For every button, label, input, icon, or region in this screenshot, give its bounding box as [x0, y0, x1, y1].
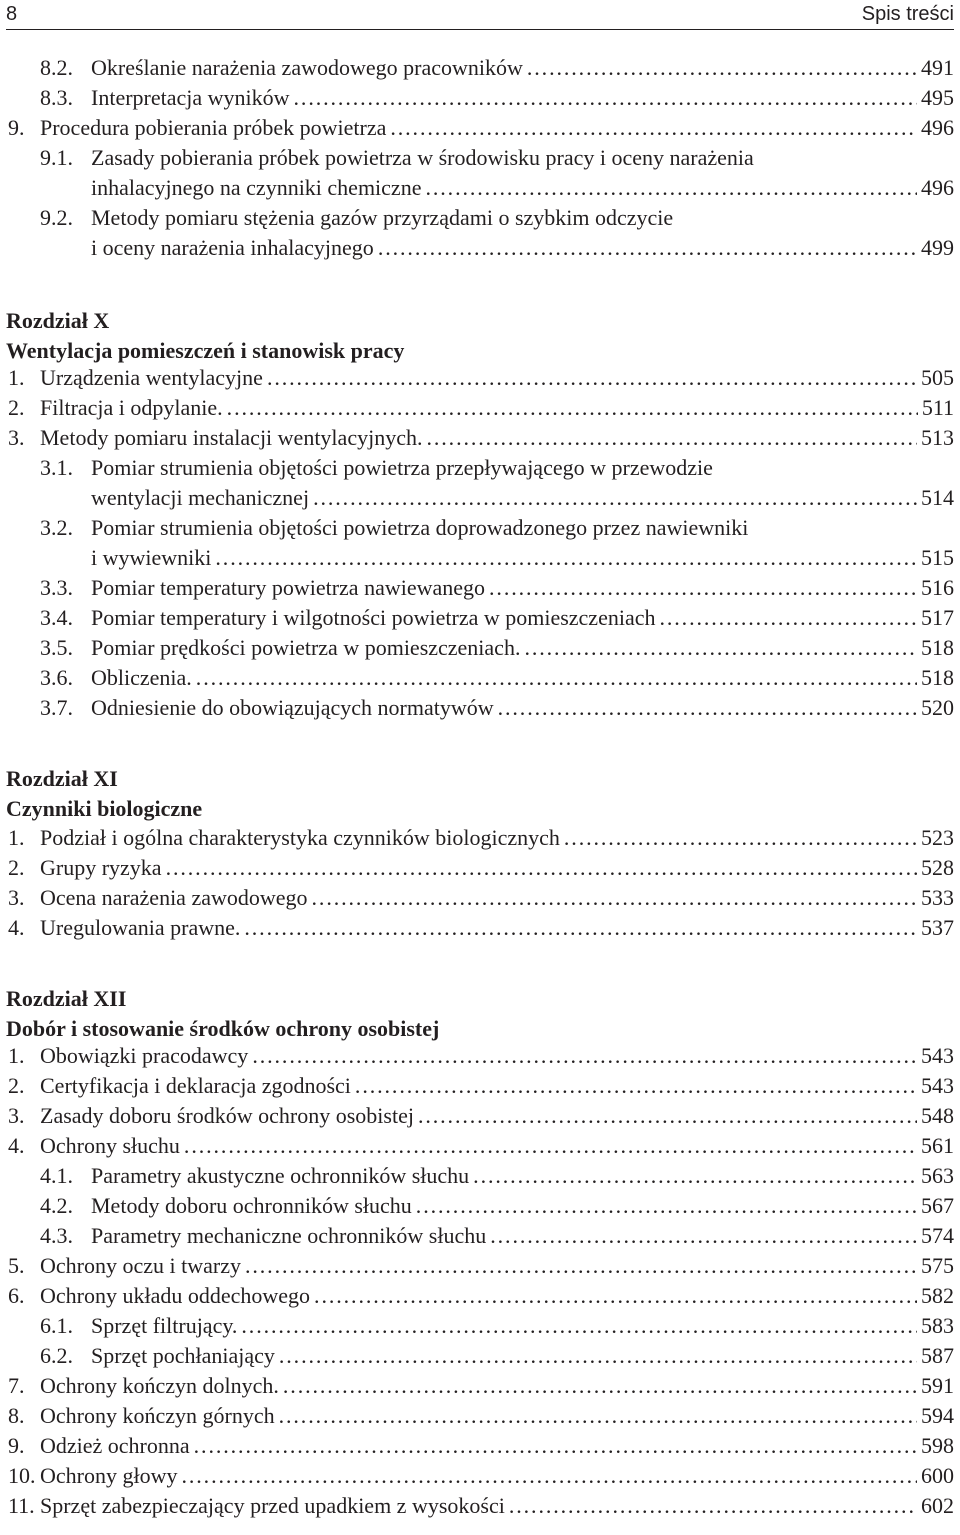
toc-entry: [8, 453, 954, 513]
entry-title: Certyfikacja i deklaracja zgodności: [40, 1073, 351, 1098]
entry-line: [40, 1101, 954, 1131]
entry-number: 2.: [8, 1073, 25, 1098]
toc-entry: [8, 1251, 954, 1281]
entry-number: 3.: [8, 885, 25, 910]
toc-entry: [8, 1101, 954, 1131]
entry-text: [40, 423, 954, 453]
entry-page: 537: [921, 915, 954, 940]
entry-number: 9.: [8, 1433, 25, 1458]
toc-entry: [8, 1281, 954, 1311]
chapter-label: Rozdział X: [6, 308, 110, 333]
dot-leader: [196, 663, 917, 693]
entry-page: 520: [921, 695, 954, 720]
entry-text: [91, 603, 954, 633]
toc-entry: [8, 83, 954, 113]
entry-title: Ochrony kończyn górnych: [40, 1403, 275, 1428]
entry-title: Uregulowania prawne.: [40, 915, 241, 940]
entry-number: 4.: [8, 915, 25, 940]
dot-leader: [314, 1281, 917, 1311]
entry-page: 587: [921, 1343, 954, 1368]
entry-line: [91, 1161, 954, 1191]
entry-text: [40, 1461, 954, 1491]
entry-text: [40, 363, 954, 393]
entry-number: 4.3.: [40, 1223, 73, 1248]
entry-text: [40, 1281, 954, 1311]
entry-number: 3.: [8, 1103, 25, 1128]
entry-line: [40, 363, 954, 393]
entry-text: [40, 883, 954, 913]
entry-line: [91, 513, 954, 543]
entry-text: [91, 513, 954, 573]
toc-entry: [8, 513, 954, 573]
entry-line: [40, 1401, 954, 1431]
entry-page: 567: [921, 1193, 954, 1218]
entry-number: 3.5.: [40, 635, 73, 660]
entry-line: [91, 693, 954, 723]
entry-title: Ochrony głowy: [40, 1463, 178, 1488]
dot-leader: [425, 173, 917, 203]
entry-line: [91, 663, 954, 693]
dot-leader: [527, 53, 917, 83]
entry-text: [40, 1041, 954, 1071]
entry-number: 1.: [8, 825, 25, 850]
toc-entry: [8, 883, 954, 913]
entry-line: [91, 53, 954, 83]
dot-leader: [227, 393, 918, 423]
toc-entry: [8, 143, 954, 203]
entry-line: [40, 1371, 954, 1401]
entry-title: Procedura pobierania próbek powietrza: [40, 115, 387, 140]
entry-page: 523: [921, 825, 954, 850]
entry-page: 602: [921, 1493, 954, 1518]
entry-title: Pomiar strumienia objętości powietrza przepływającego w przewodzie: [91, 455, 713, 480]
entry-text: [91, 1311, 954, 1341]
entry-line: [40, 113, 954, 143]
toc-entry: [8, 1041, 954, 1071]
entry-line: [91, 203, 954, 233]
entry-number: 3.6.: [40, 665, 73, 690]
chapter-label: Rozdział XII: [6, 986, 127, 1011]
entry-text: [40, 1131, 954, 1161]
entry-number: 4.2.: [40, 1193, 73, 1218]
toc-entry: [8, 603, 954, 633]
dot-leader: [490, 1221, 917, 1251]
entry-page: 513: [921, 425, 954, 450]
entry-line: [40, 1251, 954, 1281]
entry-text: [40, 393, 954, 423]
entry-title: Ochrony oczu i twarzy: [40, 1253, 241, 1278]
entry-line: [40, 393, 954, 423]
dot-leader: [244, 913, 917, 943]
entry-number: 6.1.: [40, 1313, 73, 1338]
entry-text: [91, 53, 954, 83]
chapter-label: Rozdział XI: [6, 766, 118, 791]
entry-page: 533: [921, 885, 954, 910]
entry-title: Metody pomiaru instalacji wentylacyjnych.: [40, 425, 423, 450]
entry-page: 499: [921, 235, 954, 260]
entry-page: 543: [921, 1043, 954, 1068]
entry-line: [91, 1311, 954, 1341]
entry-title: Metody doboru ochronników słuchu: [91, 1193, 412, 1218]
entry-title: i wywiewniki: [91, 545, 212, 570]
entry-title: Grupy ryzyka: [40, 855, 162, 880]
entry-text: [91, 83, 954, 113]
entry-title: Określanie narażenia zawodowego pracowników: [91, 55, 523, 80]
entry-line: [91, 1191, 954, 1221]
entry-text: [91, 1161, 954, 1191]
entry-text: [40, 913, 954, 943]
toc-entry: [8, 633, 954, 663]
toc-entry: [8, 913, 954, 943]
entry-line: [40, 1491, 954, 1521]
entry-line: [40, 883, 954, 913]
entry-line: [40, 1431, 954, 1461]
entry-line: [40, 1041, 954, 1071]
toc-entry: [8, 423, 954, 453]
entry-title: Pomiar temperatury i wilgotności powietrza w pomieszczeniach: [91, 605, 656, 630]
entry-number: 8.2.: [40, 55, 73, 80]
toc-entry: [8, 1341, 954, 1371]
entry-number: 9.2.: [40, 205, 73, 230]
entry-text: [91, 1341, 954, 1371]
entry-line: [91, 483, 954, 513]
entry-text: [91, 1221, 954, 1251]
entry-text: [91, 203, 954, 263]
entry-text: [40, 823, 954, 853]
dot-leader: [564, 823, 917, 853]
entry-title: i oceny narażenia inhalacyjnego: [91, 235, 374, 260]
entry-number: 3.7.: [40, 695, 73, 720]
entry-number: 2.: [8, 855, 25, 880]
dot-leader: [312, 883, 917, 913]
entry-number: 5.: [8, 1253, 25, 1278]
entry-title: Ocena narażenia zawodowego: [40, 885, 308, 910]
entry-title: Parametry akustyczne ochronników słuchu: [91, 1163, 470, 1188]
toc-entry: [8, 693, 954, 723]
entry-line: [40, 913, 954, 943]
dot-leader: [181, 1461, 917, 1491]
entry-number: 3.2.: [40, 515, 73, 540]
entry-title: inhalacyjnego na czynniki chemiczne: [91, 175, 422, 200]
dot-leader: [355, 1071, 917, 1101]
entry-line: [40, 1281, 954, 1311]
entry-number: 6.2.: [40, 1343, 73, 1368]
entry-text: [40, 1251, 954, 1281]
entry-page: 575: [921, 1253, 954, 1278]
toc-entry: [8, 1371, 954, 1401]
entry-number: 11.: [8, 1493, 35, 1518]
entry-title: Sprzęt pochłaniający: [91, 1343, 275, 1368]
dot-leader: [659, 603, 917, 633]
entry-page: 496: [921, 175, 954, 200]
entry-line: [91, 1341, 954, 1371]
toc-entry: [8, 1401, 954, 1431]
entry-line: [91, 603, 954, 633]
toc-entry: [8, 393, 954, 423]
toc-entry: [8, 1221, 954, 1251]
dot-leader: [524, 633, 917, 663]
entry-number: 7.: [8, 1373, 25, 1398]
entry-page: 517: [921, 605, 954, 630]
toc-entry: [8, 53, 954, 83]
dot-leader: [418, 1101, 917, 1131]
toc-entry: [8, 823, 954, 853]
entry-title: Odniesienie do obowiązujących normatywów: [91, 695, 494, 720]
entry-number: 9.1.: [40, 145, 73, 170]
entry-line: [40, 853, 954, 883]
toc-entry: [8, 113, 954, 143]
entry-page: 574: [921, 1223, 954, 1248]
entry-title: Metody pomiaru stężenia gazów przyrządami o szybkim odczycie: [91, 205, 674, 230]
entry-text: [40, 1401, 954, 1431]
entry-number: 3.3.: [40, 575, 73, 600]
entry-title: Urządzenia wentylacyjne: [40, 365, 263, 390]
entry-number: 4.1.: [40, 1163, 73, 1188]
dot-leader: [166, 853, 917, 883]
entry-title: Sprzęt zabezpieczający przed upadkiem z wysokości: [40, 1493, 505, 1518]
entry-page: 543: [921, 1073, 954, 1098]
entry-line: [91, 453, 954, 483]
entry-text: [91, 1191, 954, 1221]
entry-number: 6.: [8, 1283, 25, 1308]
entry-text: [91, 663, 954, 693]
entry-number: 3.1.: [40, 455, 73, 480]
entry-title: Filtracja i odpylanie.: [40, 395, 223, 420]
entry-page: 563: [921, 1163, 954, 1188]
dot-leader: [509, 1491, 917, 1521]
dot-leader: [498, 693, 917, 723]
toc-entry: [8, 1131, 954, 1161]
dot-leader: [245, 1251, 917, 1281]
dot-leader: [283, 1371, 917, 1401]
entry-page: 491: [921, 55, 954, 80]
chapter-title: Dobór i stosowanie środków ochrony osobistej: [6, 1016, 440, 1041]
entry-line: [91, 173, 954, 203]
dot-leader: [313, 483, 917, 513]
dot-leader: [378, 233, 917, 263]
dot-leader: [194, 1431, 917, 1461]
dot-leader: [279, 1341, 917, 1371]
dot-leader: [390, 113, 917, 143]
entry-line: [91, 233, 954, 263]
dot-leader: [416, 1191, 917, 1221]
entry-line: [40, 1071, 954, 1101]
entry-text: [40, 1371, 954, 1401]
toc-entry: [8, 663, 954, 693]
entry-page: 518: [921, 665, 954, 690]
dot-leader: [489, 573, 917, 603]
entry-line: [91, 543, 954, 573]
entry-number: 8.3.: [40, 85, 73, 110]
toc-entry: [8, 1431, 954, 1461]
toc-entry: [8, 1161, 954, 1191]
entry-line: [40, 1131, 954, 1161]
entry-number: 8.: [8, 1403, 25, 1428]
entry-line: [40, 823, 954, 853]
toc-entry: [8, 853, 954, 883]
entry-page: 495: [921, 85, 954, 110]
dot-leader: [241, 1311, 917, 1341]
entry-text: [40, 853, 954, 883]
entry-text: [40, 1071, 954, 1101]
running-title: Spis treści: [861, 3, 954, 25]
entry-page: 516: [921, 575, 954, 600]
entry-page: 515: [921, 545, 954, 570]
entry-number: 1.: [8, 1043, 25, 1068]
entry-title: Podział i ogólna charakterystyka czynników biologicznych: [40, 825, 560, 850]
entry-title: Ochrony układu oddechowego: [40, 1283, 311, 1308]
entry-text: [91, 453, 954, 513]
toc-entry: [8, 203, 954, 263]
entry-text: [91, 693, 954, 723]
entry-text: [40, 1431, 954, 1461]
entry-page: 528: [921, 855, 954, 880]
page-number: 8: [6, 3, 18, 25]
entry-line: [91, 83, 954, 113]
dot-leader: [267, 363, 917, 393]
entry-number: 3.: [8, 425, 25, 450]
dot-leader: [184, 1131, 917, 1161]
dot-leader: [279, 1401, 917, 1431]
entry-page: 591: [921, 1373, 954, 1398]
entry-text: [91, 143, 954, 203]
dot-leader: [252, 1041, 917, 1071]
entry-title: Ochrony kończyn dolnych.: [40, 1373, 279, 1398]
toc-entry: [8, 573, 954, 603]
entry-title: Ochrony słuchu: [40, 1133, 180, 1158]
dot-leader: [294, 83, 917, 113]
entry-line: [91, 573, 954, 603]
entry-line: [40, 423, 954, 453]
entry-title: Obowiązki pracodawcy: [40, 1043, 249, 1068]
entry-page: 583: [921, 1313, 954, 1338]
entry-page: 561: [921, 1133, 954, 1158]
entry-page: 594: [921, 1403, 954, 1428]
entry-page: 598: [921, 1433, 954, 1458]
entry-text: [40, 113, 954, 143]
entry-text: [40, 1491, 954, 1521]
entry-page: 518: [921, 635, 954, 660]
dot-leader: [473, 1161, 917, 1191]
toc-entry: [8, 1311, 954, 1341]
entry-number: 2.: [8, 395, 25, 420]
entry-title: Sprzęt filtrujący.: [91, 1313, 238, 1338]
toc-entry: [8, 1461, 954, 1491]
entry-title: Odzież ochronna: [40, 1433, 190, 1458]
toc-entry: [8, 363, 954, 393]
dot-leader: [426, 423, 917, 453]
entry-page: 600: [921, 1463, 954, 1488]
entry-page: 548: [921, 1103, 954, 1128]
entry-page: 514: [921, 485, 954, 510]
chapter-title: Wentylacja pomieszczeń i stanowisk pracy: [6, 338, 405, 363]
entry-number: 10.: [8, 1463, 36, 1488]
entry-number: 4.: [8, 1133, 25, 1158]
entry-line: [91, 143, 954, 173]
entry-text: [40, 1101, 954, 1131]
entry-page: 505: [921, 365, 954, 390]
chapter-title: Czynniki biologiczne: [6, 796, 203, 821]
entry-number: 1.: [8, 365, 25, 390]
entry-title: Pomiar temperatury powietrza nawiewanego: [91, 575, 486, 600]
entry-text: [91, 633, 954, 663]
entry-line: [91, 633, 954, 663]
entry-page: 496: [921, 115, 954, 140]
dot-leader: [215, 543, 917, 573]
toc-entry: [8, 1071, 954, 1101]
entry-title: wentylacji mechanicznej: [91, 485, 310, 510]
entry-title: Obliczenia.: [91, 665, 192, 690]
entry-number: 9.: [8, 115, 25, 140]
entry-text: [91, 573, 954, 603]
toc-entry: [8, 1191, 954, 1221]
entry-number: 3.4.: [40, 605, 73, 630]
entry-title: Zasady pobierania próbek powietrza w środowisku pracy i oceny narażenia: [91, 145, 754, 170]
entry-page: 582: [921, 1283, 954, 1308]
entry-title: Parametry mechaniczne ochronników słuchu: [91, 1223, 487, 1248]
entry-line: [40, 1461, 954, 1491]
entry-title: Pomiar strumienia objętości powietrza doprowadzonego przez nawiewniki: [91, 515, 749, 540]
entry-title: Interpretacja wyników: [91, 85, 290, 110]
toc-entry: [8, 1491, 954, 1521]
entry-title: Zasady doboru środków ochrony osobistej: [40, 1103, 414, 1128]
entry-line: [91, 1221, 954, 1251]
entry-title: Pomiar prędkości powietrza w pomieszczeniach.: [91, 635, 521, 660]
entry-page: 511: [921, 395, 954, 420]
